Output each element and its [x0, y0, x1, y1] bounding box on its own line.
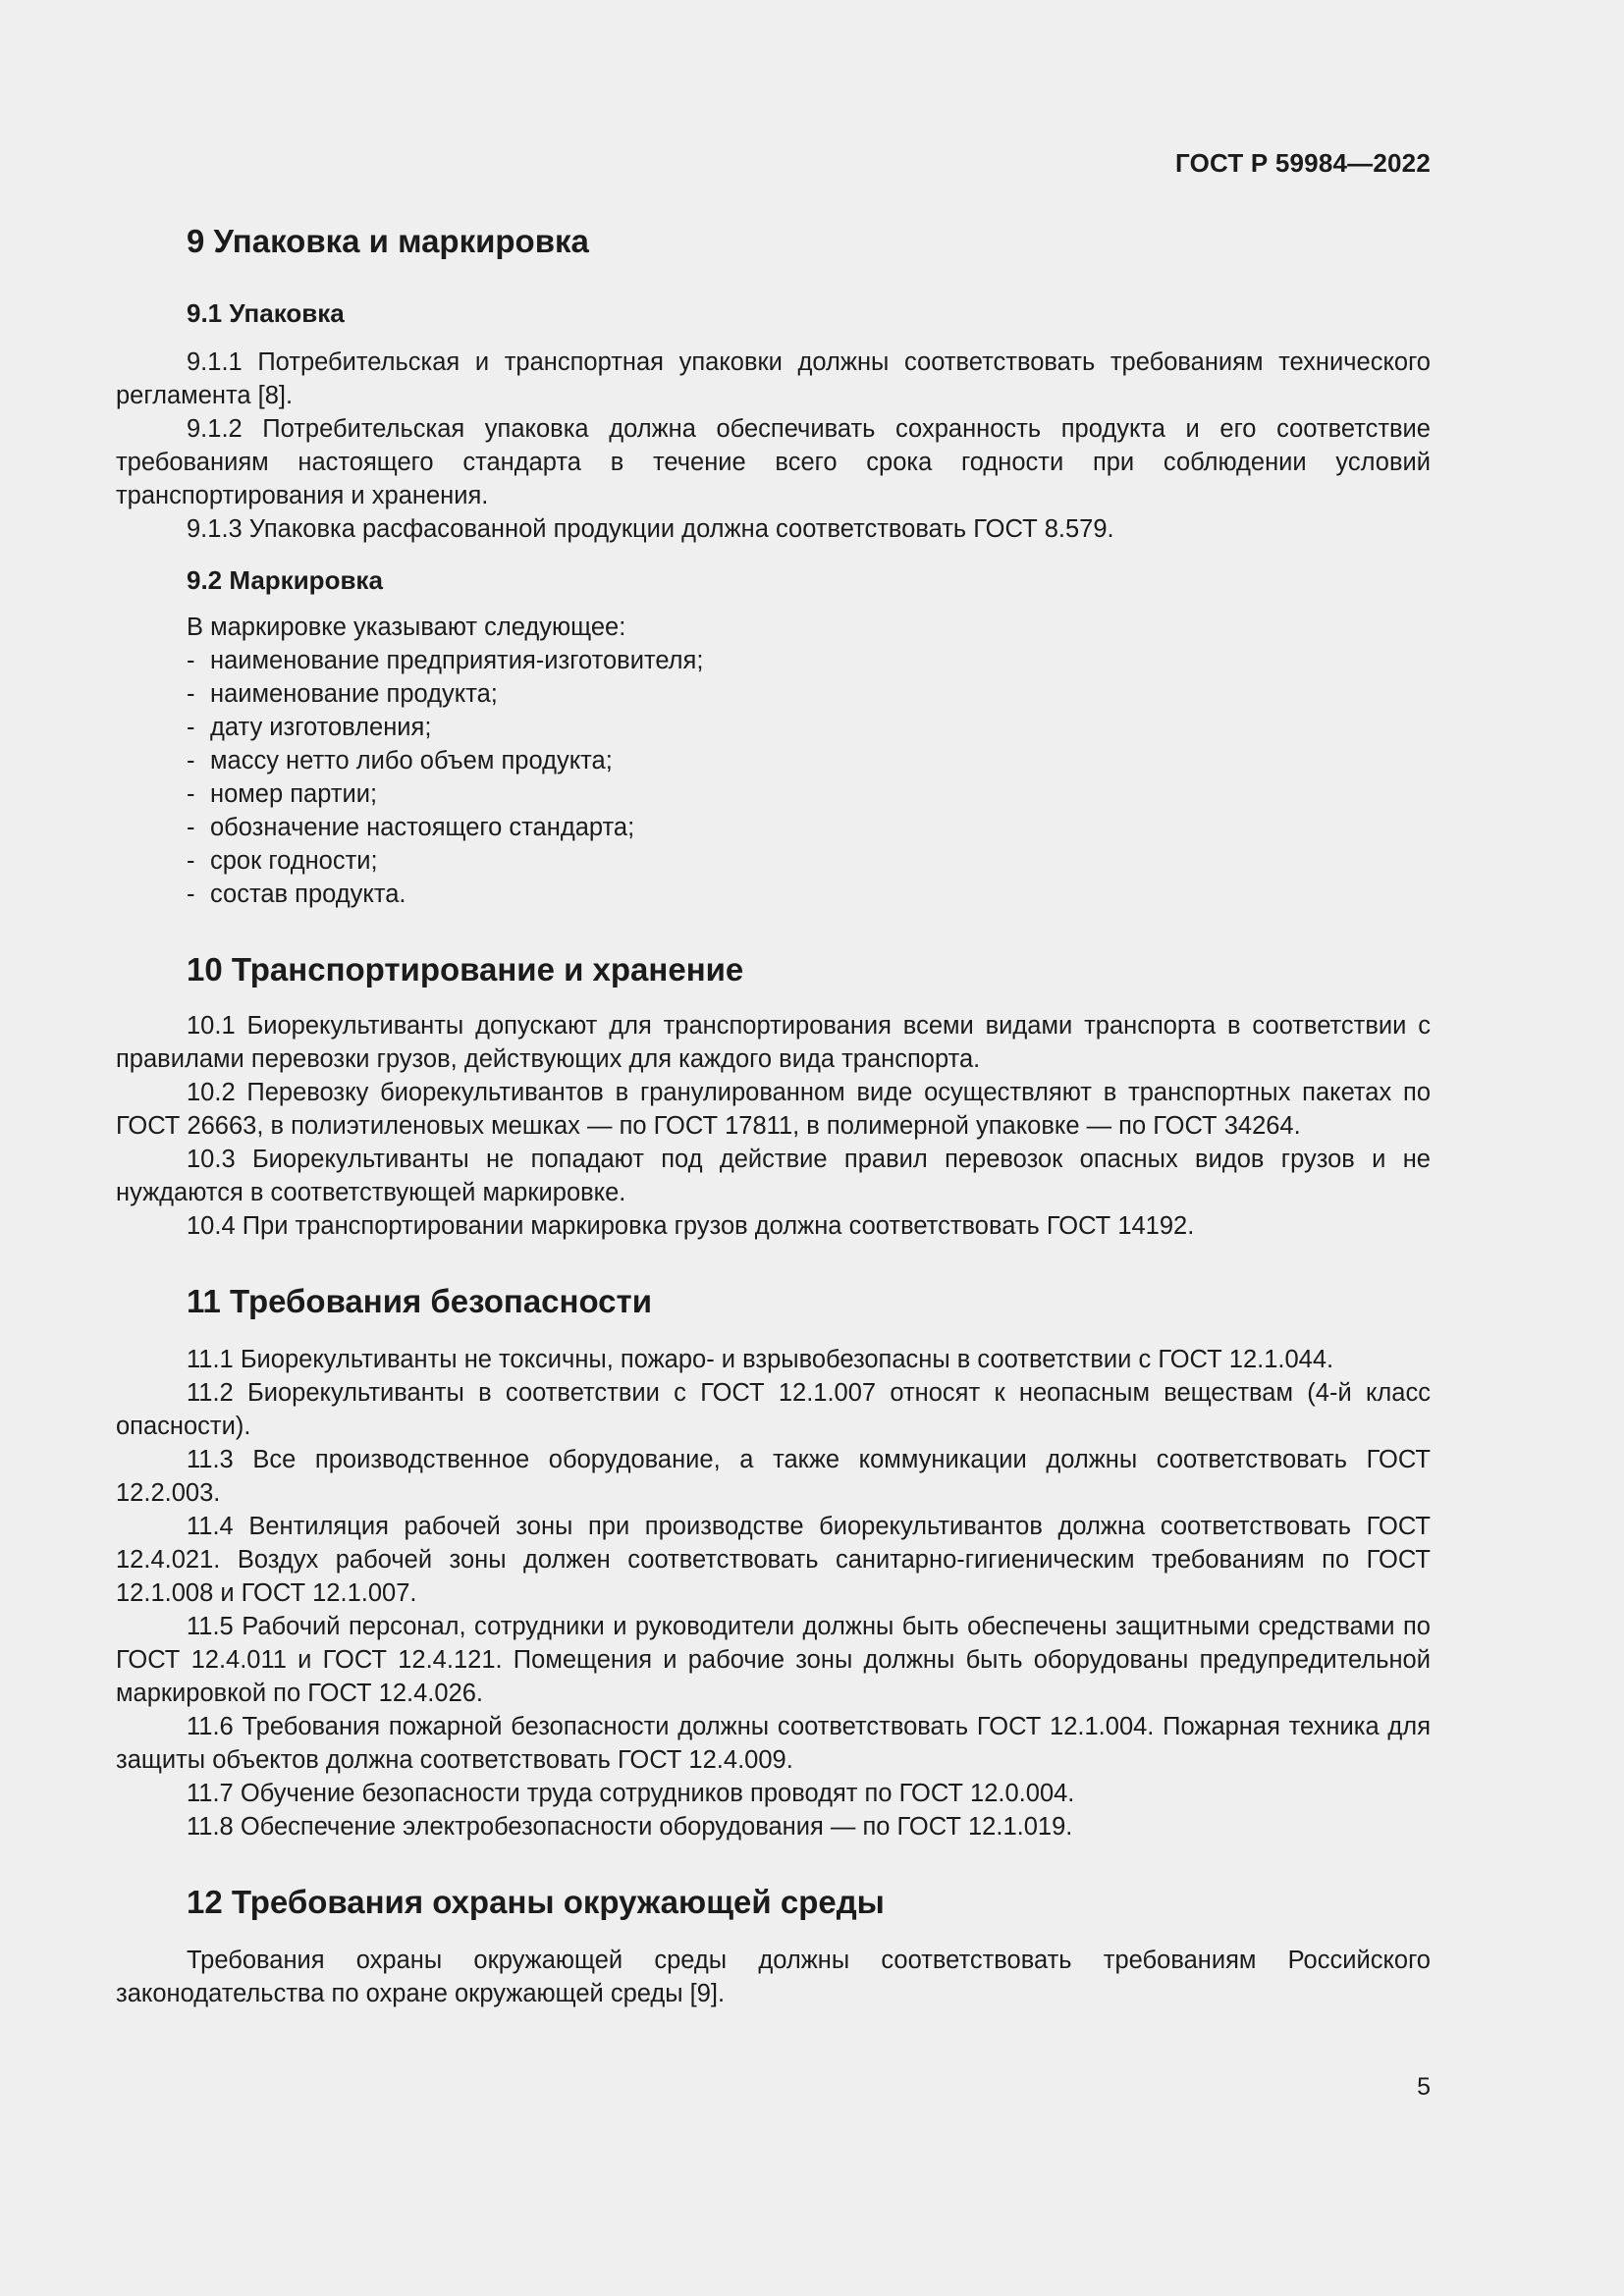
- paragraph-11-2: 11.2 Биорекультиванты в соответствии с ГОСТ 12.1.007 относят к неопасным веществам (4-й класс опасности).: [116, 1379, 1431, 1440]
- paragraph-11-1: 11.1 Биорекультиванты не токсичны, пожаро- и взрывобезопасны в соответствии с ГОСТ 12.1.044.: [187, 1346, 1334, 1373]
- document-code: ГОСТ Р 59984—2022: [1175, 148, 1431, 178]
- paragraph-9-1-3: 9.1.3 Упаковка расфасованной продукции должна соответствовать ГОСТ 8.579.: [187, 515, 1114, 543]
- section-9-title: 9 Упаковка и маркировка: [187, 223, 589, 259]
- paragraph-10-1: 10.1 Биорекультиванты допускают для транспортирования всеми видами транспорта в соответствии с правилами перевозки грузов, действующих для каждого вида транспорта.: [116, 1012, 1431, 1073]
- list-item: - массу нетто либо объем продукта;: [187, 744, 1431, 777]
- paragraph-11-4: 11.4 Вентиляция рабочей зоны при производстве биорекультивантов должна соответствовать ГОСТ 12.4.021. Воздух рабочей зоны должен соответствовать санитарно-гигиеническим требованиям по ГОСТ 12.1.008 и ГОСТ 12.1.007.: [116, 1513, 1431, 1607]
- paragraph-11-8: 11.8 Обеспечение электробезопасности оборудования — по ГОСТ 12.1.019.: [187, 1813, 1073, 1841]
- marking-list: [116, 644, 1431, 911]
- paragraph-12: Требования охраны окружающей среды должны соответствовать требованиям Российского законодательства по охране окружающей среды [9].: [116, 1947, 1431, 2007]
- paragraph-9-1-1: 9.1.1 Потребительская и транспортная упаковки должны соответствовать требованиям технического регламента [8].: [116, 348, 1431, 409]
- paragraph-11-6: 11.6 Требования пожарной безопасности должны соответствовать ГОСТ 12.1.004. Пожарная техника для защиты объектов должна соответствовать ГОСТ 12.4.009.: [116, 1713, 1431, 1774]
- page-number: 5: [1417, 2073, 1431, 2101]
- list-item: - номер партии;: [187, 777, 1431, 811]
- paragraph-11-3: 11.3 Все производственное оборудование, а также коммуникации должны соответствовать ГОСТ 12.2.003.: [116, 1446, 1431, 1507]
- subsection-9-1-title: 9.1 Упаковка: [187, 298, 345, 328]
- list-item: - состав продукта.: [187, 878, 1431, 911]
- list-item: - дату изготовления;: [187, 711, 1431, 744]
- paragraph-10-3: 10.3 Биорекультиванты не попадают под действие правил перевозок опасных видов грузов и не нуждаются в соответствующей маркировке.: [116, 1146, 1431, 1206]
- paragraph-11-5: 11.5 Рабочий персонал, сотрудники и руководители должны быть обеспечены защитными средствами по ГОСТ 12.4.011 и ГОСТ 12.4.121. Помещения и рабочие зоны должны быть оборудованы предупредительной маркировкой по ГОСТ 12.4.026.: [116, 1613, 1431, 1707]
- section-12-title: 12 Требования охраны окружающей среды: [187, 1884, 885, 1920]
- paragraph-9-1-2: 9.1.2 Потребительская упаковка должна обеспечивать сохранность продукта и его соответствие требованиям настоящего стандарта в течение всего срока годности при соблюдении условий транспортирования и хранения.: [116, 415, 1431, 509]
- paragraph-10-2: 10.2 Перевозку биорекультивантов в гранулированном виде осуществляют в транспортных пакетах по ГОСТ 26663, в полиэтиленовых мешках — по ГОСТ 17811, в полимерной упаковке — по ГОСТ 34264.: [116, 1079, 1431, 1140]
- list-item: - наименование предприятия-изготовителя;: [187, 644, 1431, 677]
- subsection-9-2-title: 9.2 Маркировка: [187, 565, 383, 595]
- list-item: - срок годности;: [187, 844, 1431, 878]
- paragraph-10-4: 10.4 При транспортировании маркировка грузов должна соответствовать ГОСТ 14192.: [187, 1212, 1195, 1240]
- list-item: - наименование продукта;: [187, 677, 1431, 711]
- list-item: - обозначение настоящего стандарта;: [187, 811, 1431, 844]
- section-11-title: 11 Требования безопасности: [187, 1283, 652, 1319]
- page-content: [116, 222, 1431, 2010]
- paragraph-11-7: 11.7 Обучение безопасности труда сотрудников проводят по ГОСТ 12.0.004.: [187, 1780, 1075, 1807]
- marking-list-lead: В маркировке указывают следующее:: [187, 614, 626, 641]
- section-10-title: 10 Транспортирование и хранение: [187, 951, 744, 988]
